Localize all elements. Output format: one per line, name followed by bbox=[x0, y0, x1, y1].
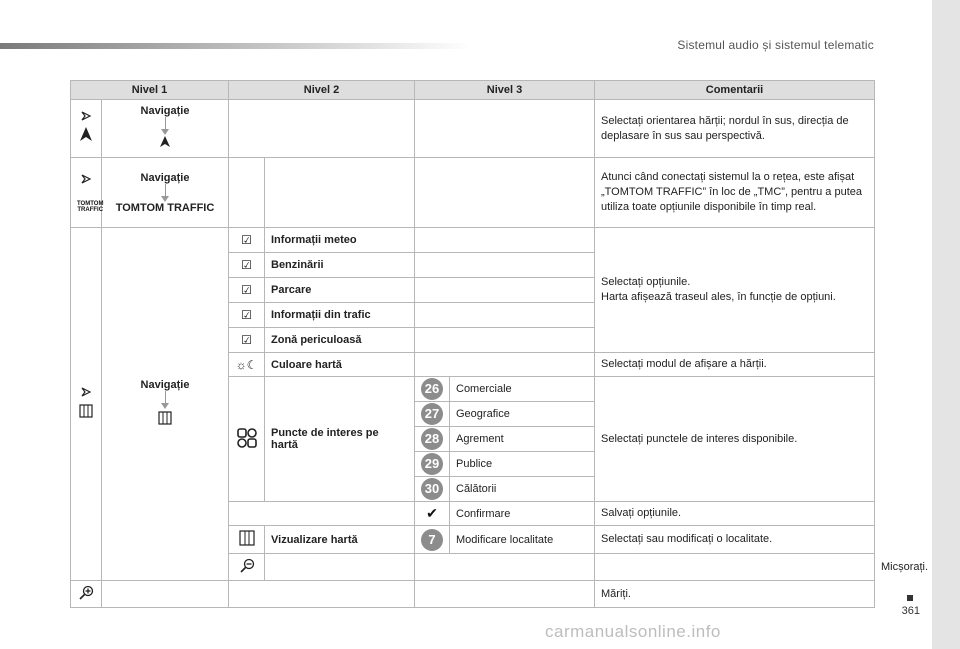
sub-label: Modificare localitate bbox=[450, 526, 595, 554]
table-row bbox=[71, 158, 875, 228]
checkbox-icon: ☑ bbox=[241, 258, 252, 272]
option-label: Informații meteo bbox=[265, 228, 415, 253]
comment-cell: Selectați modul de afișare a hărții. bbox=[595, 353, 875, 377]
option-label: Parcare bbox=[265, 278, 415, 303]
page-marker bbox=[907, 595, 913, 601]
north-arrow-small-icon bbox=[158, 135, 172, 149]
checkbox-icon: ☑ bbox=[241, 333, 252, 347]
level1-icon-cell bbox=[71, 228, 102, 581]
table-row bbox=[71, 581, 875, 608]
level2-label: Navigație bbox=[140, 105, 190, 117]
col-header-level3: Nivel 3 bbox=[415, 81, 595, 100]
comment-cell: Măriți. bbox=[595, 581, 875, 608]
badge-7: 7 bbox=[421, 529, 443, 551]
day-night-icon: ☼☾ bbox=[235, 357, 258, 372]
page-header-title: Sistemul audio și sistemul telematic bbox=[677, 38, 874, 52]
level1-icon-cell bbox=[71, 100, 102, 158]
zoom-out-icon bbox=[239, 558, 255, 574]
comment-line: Harta afișează traseul ales, în funcție de opțiuni. bbox=[601, 291, 836, 303]
poi-item-label: Agrement bbox=[450, 427, 595, 452]
col-header-level2: Nivel 2 bbox=[229, 81, 415, 100]
col-header-level1: Nivel 1 bbox=[71, 81, 229, 100]
badge-28: 28 bbox=[421, 428, 443, 450]
map-icon bbox=[157, 409, 173, 427]
table-header-row bbox=[71, 81, 875, 100]
checkbox-icon: ☑ bbox=[241, 308, 252, 322]
col-header-comments: Comentarii bbox=[595, 81, 875, 100]
page-number: 361 bbox=[901, 605, 920, 617]
poi-item-label: Publice bbox=[450, 452, 595, 477]
table-row: Micșorați. bbox=[71, 554, 875, 581]
badge-27: 27 bbox=[421, 403, 443, 425]
option-label: Vizualizare hartă bbox=[265, 526, 415, 554]
level2-label-traffic: TOMTOM TRAFFIC bbox=[115, 201, 215, 214]
comment-cell: Salvați opțiunile. bbox=[595, 502, 875, 526]
checkbox-icon: ☑ bbox=[241, 233, 252, 247]
map-icon bbox=[78, 402, 94, 420]
arrow-line bbox=[165, 117, 166, 129]
badge-29: 29 bbox=[421, 453, 443, 475]
badge-30: 30 bbox=[421, 478, 443, 500]
option-label: Culoare hartă bbox=[265, 353, 415, 377]
comment-cell bbox=[595, 228, 875, 353]
arrow-line bbox=[165, 184, 166, 196]
navigation-icon bbox=[79, 385, 93, 399]
confirm-label: Confirmare bbox=[450, 502, 595, 526]
table-row bbox=[71, 228, 875, 253]
poi-item-label: Geografice bbox=[450, 402, 595, 427]
navigation-icon bbox=[79, 172, 93, 186]
checkbox-icon: ☑ bbox=[241, 283, 252, 297]
poi-item-label: Comerciale bbox=[450, 377, 595, 402]
side-strip bbox=[932, 0, 960, 649]
comment-line: Selectați opțiunile. bbox=[601, 276, 691, 288]
comment-cell: Selectați orientarea hărții; nordul în sus, direcția de deplasare în sus sau perspectivă. bbox=[595, 100, 875, 158]
comment-cell: Atunci când conectați sistemul la o rețea, este afișat „TOMTOM TRAFFIC” în loc de „TMC”, pentru a putea utiliza toate opțiunile disponibile în timp real. bbox=[595, 158, 875, 228]
comment-cell: Selectați punctele de interes disponibile. bbox=[595, 377, 875, 502]
menu-table bbox=[70, 80, 929, 608]
option-label: Puncte de interes pe hartă bbox=[265, 377, 415, 502]
zoom-in-icon bbox=[78, 585, 94, 601]
map-view-icon bbox=[238, 529, 256, 547]
watermark: carmanualsonline.info bbox=[545, 622, 721, 641]
arrow-line bbox=[165, 391, 166, 403]
table-row bbox=[71, 100, 875, 158]
level2-cell bbox=[102, 158, 229, 228]
north-arrow-icon bbox=[78, 126, 94, 146]
level1-icon-cell bbox=[71, 158, 102, 228]
option-label: Zonă periculoasă bbox=[265, 328, 415, 353]
level2-label: Navigație bbox=[140, 378, 190, 391]
tomtom-logo-icon: TOMTOM TRAFFIC bbox=[77, 200, 104, 213]
checkbox-icon-cell bbox=[229, 228, 265, 253]
option-label: Benzinării bbox=[265, 253, 415, 278]
badge-26: 26 bbox=[421, 378, 443, 400]
poi-icon bbox=[236, 427, 258, 449]
poi-item-label: Călătorii bbox=[450, 477, 595, 502]
comment-cell: Selectați sau modificați o localitate. bbox=[595, 526, 875, 554]
level2-cell bbox=[102, 228, 229, 581]
header-gradient-bar bbox=[0, 43, 470, 49]
option-label: Informații din trafic bbox=[265, 303, 415, 328]
level2-cell bbox=[102, 100, 229, 158]
navigation-icon bbox=[79, 109, 93, 123]
level2-label: Navigație bbox=[140, 171, 190, 184]
check-icon: ✔ bbox=[426, 505, 438, 521]
